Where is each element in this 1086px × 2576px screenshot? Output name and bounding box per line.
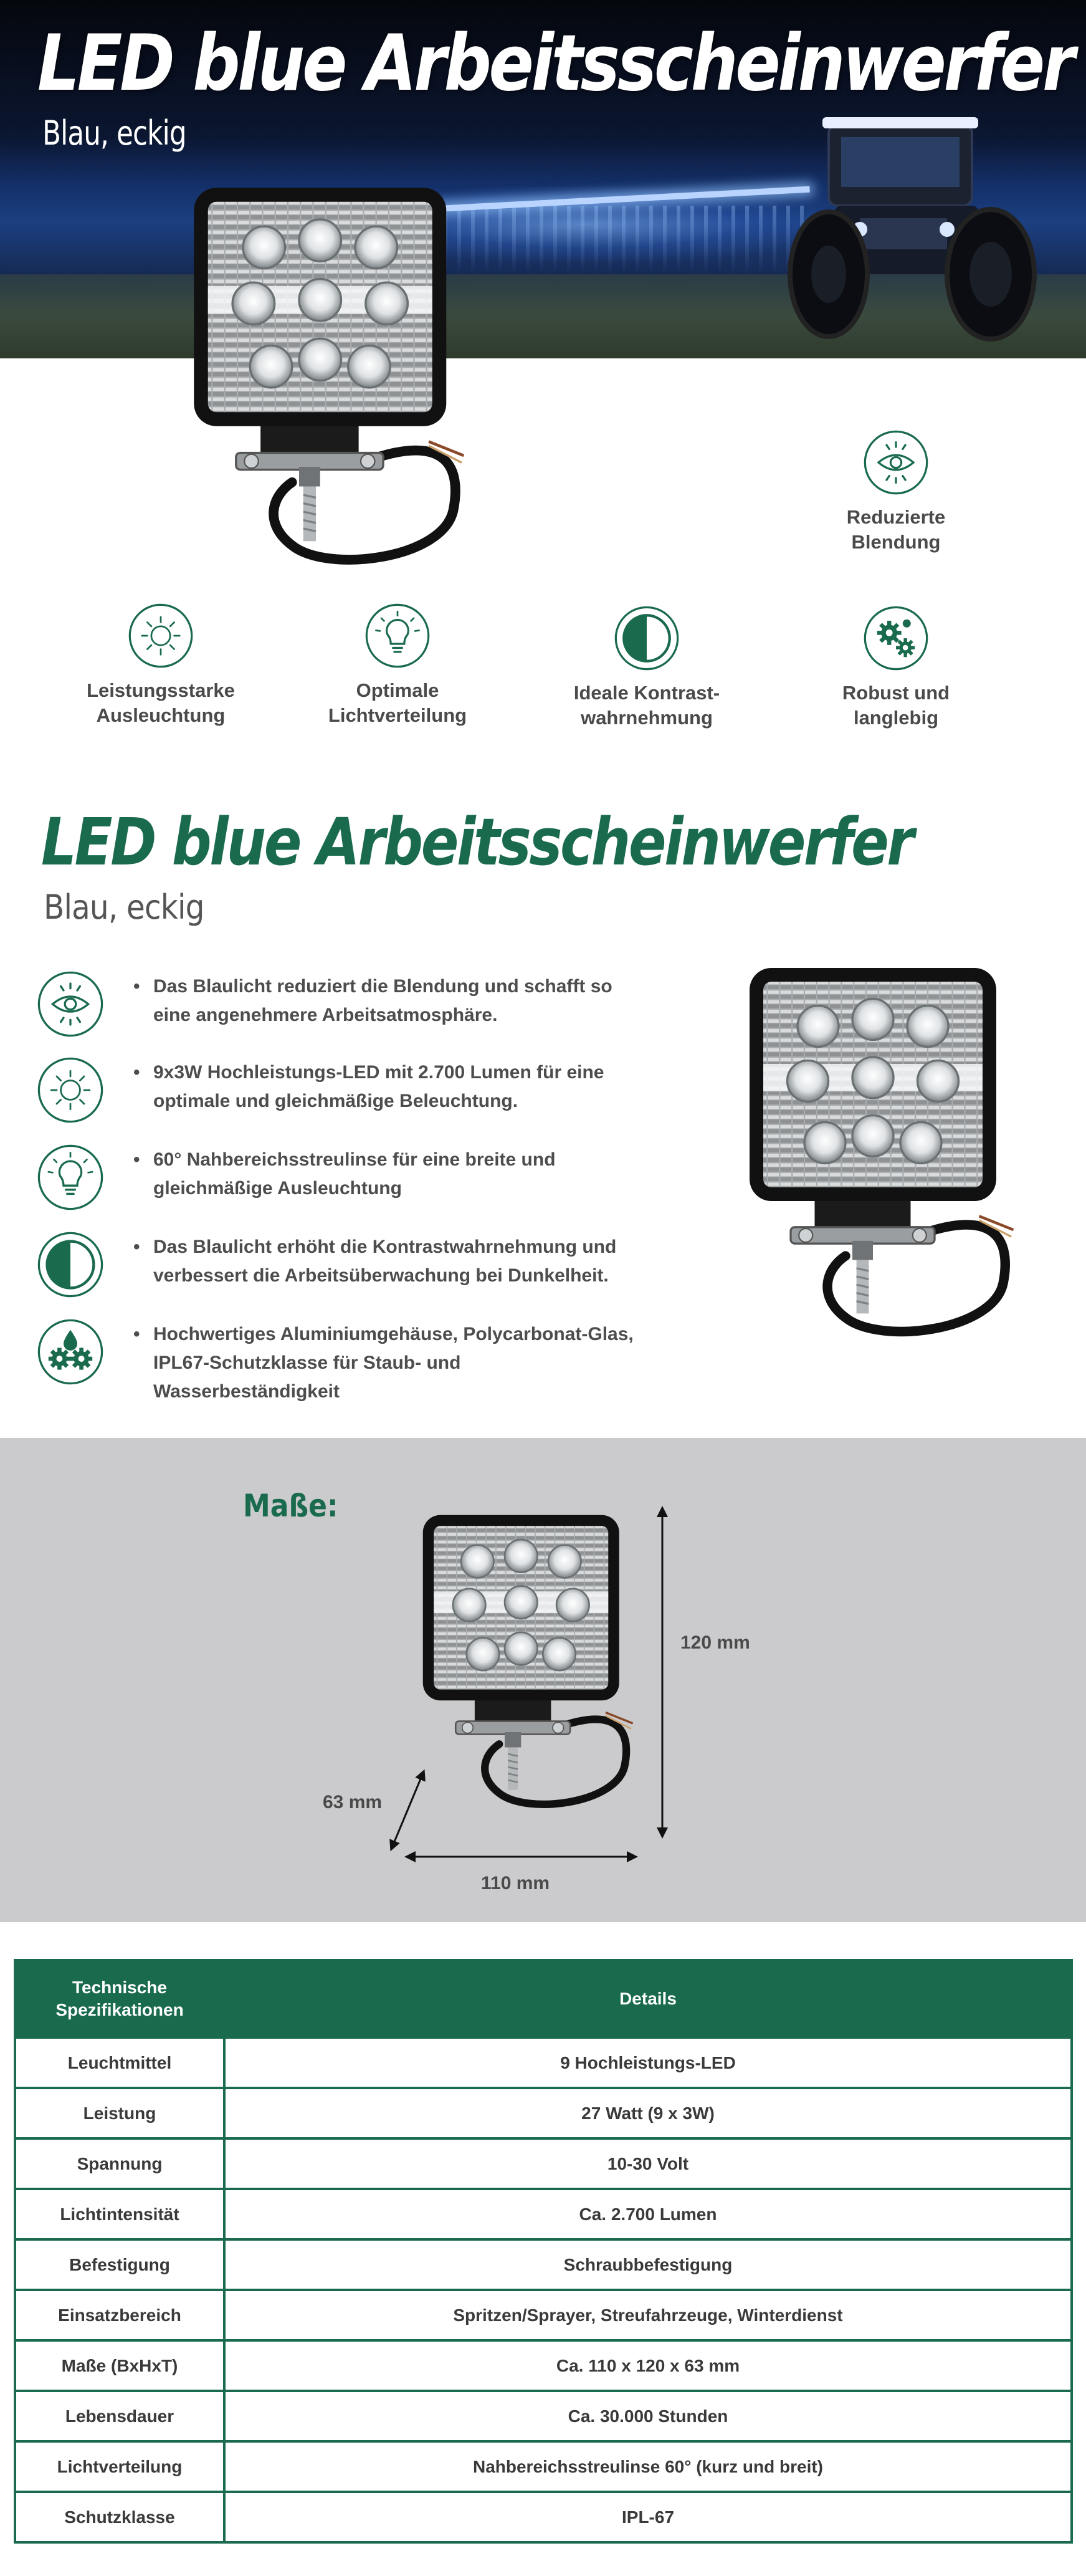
hero-title: LED blue Arbeitsscheinwerfer	[37, 19, 1073, 108]
feature-contrast	[553, 605, 740, 730]
section-subtitle: Blau, eckig	[44, 888, 204, 927]
feature-illumination	[67, 602, 254, 728]
spec-value: 10-30 Volt	[224, 2138, 1072, 2189]
sun-icon	[36, 1056, 105, 1124]
bullet-item	[36, 1230, 690, 1299]
gears-icon	[862, 605, 930, 672]
table-row	[15, 2138, 1072, 2189]
eye-icon	[862, 429, 930, 496]
spec-value: 9 Hochleistungs-LED	[224, 2037, 1072, 2088]
header-col-details: Details	[224, 1960, 1072, 2037]
height-label: 120 mm	[680, 1632, 750, 1653]
spec-label: Lichtverteilung	[15, 2441, 224, 2492]
table-header-row	[15, 1960, 1072, 2037]
table-row	[15, 2290, 1072, 2340]
bullet-line: optimale und gleichmäßige Beleuchtung.	[153, 1091, 518, 1111]
lightbulb-icon	[36, 1143, 105, 1212]
feature-label-line1: Reduzierte	[846, 506, 946, 528]
bullet-item	[36, 970, 690, 1038]
feature-label-line1: Optimale	[356, 679, 439, 701]
table-row	[15, 2037, 1072, 2088]
spec-label: Einsatzbereich	[15, 2290, 224, 2340]
spec-label: Leistung	[15, 2088, 224, 2138]
bullet-item	[36, 1056, 690, 1124]
header-col-specs	[15, 1960, 224, 2037]
bullet-line: gleichmäßige Ausleuchtung	[153, 1178, 402, 1199]
feature-light-distribution	[304, 602, 491, 728]
dimensions-title: Maße:	[243, 1488, 338, 1524]
bullet-item	[36, 1318, 690, 1411]
feature-label-line2: Blendung	[851, 531, 941, 553]
feature-label-line1: Leistungsstarke	[87, 679, 235, 701]
table-row	[15, 2239, 1072, 2290]
gears-drop-icon	[36, 1318, 105, 1386]
bullet-line: Wasserbeständigkeit	[153, 1381, 340, 1402]
feature-label-line2: Lichtverteilung	[328, 704, 467, 726]
spec-label: Lebensdauer	[15, 2391, 224, 2441]
spec-label: Spannung	[15, 2138, 224, 2189]
table-row	[15, 2391, 1072, 2441]
feature-label-line2: wahrnehmung	[581, 707, 713, 729]
feature-robust	[803, 605, 989, 730]
tractor-illustration	[785, 100, 1047, 343]
spec-label: Befestigung	[15, 2239, 224, 2290]
contrast-icon	[36, 1230, 105, 1299]
depth-label: 63 mm	[323, 1792, 383, 1812]
bullet-line: • Das Blaulicht erhöht die Kontrastwahrnehmung und	[153, 1237, 617, 1257]
hero-product-image	[187, 181, 467, 573]
spec-value: Ca. 30.000 Stunden	[224, 2391, 1072, 2441]
feature-label-line2: Ausleuchtung	[96, 704, 226, 726]
table-row	[15, 2189, 1072, 2239]
bullet-line: • Hochwertiges Aluminiumgehäuse, Polycarbonat-Glas,	[153, 1324, 634, 1344]
spec-value: Ca. 2.700 Lumen	[224, 2189, 1072, 2239]
spec-value: Nahbereichsstreulinse 60° (kurz und breit)	[224, 2441, 1072, 2492]
feature-label-line1: Ideale Kontrast-	[573, 682, 720, 704]
spec-label: Schutzklasse	[15, 2492, 224, 2542]
bullet-line: IPL67-Schutzklasse für Staub- und	[153, 1353, 461, 1373]
spec-value: Schraubbefestigung	[224, 2239, 1072, 2290]
hero-subtitle: Blau, eckig	[42, 113, 186, 153]
header-col-specs-line2: Spezifikationen	[55, 2000, 184, 2019]
bullet-line: • 9x3W Hochleistungs-LED mit 2.700 Lumen für eine	[153, 1062, 604, 1083]
table-row	[15, 2441, 1072, 2492]
sun-icon	[127, 602, 194, 669]
spec-label: Leuchtmittel	[15, 2037, 224, 2088]
bullet-line: eine angenehmere Arbeitsatmosphäre.	[153, 1005, 498, 1025]
dimensions-section	[0, 1438, 1086, 1922]
eye-icon	[36, 970, 105, 1038]
lightbulb-icon	[364, 602, 431, 669]
bullet-line: • 60° Nahbereichsstreulinse für eine breite und	[153, 1149, 556, 1170]
dimension-arrows	[0, 1438, 1086, 1922]
spec-value: IPL-67	[224, 2492, 1072, 2542]
bullet-line: verbessert die Arbeitsüberwachung bei Dunkelheit.	[153, 1265, 609, 1286]
table-row	[15, 2088, 1072, 2138]
product-image	[743, 960, 1017, 1346]
spec-label: Lichtintensität	[15, 2189, 224, 2239]
spec-value: Spritzen/Sprayer, Streufahrzeuge, Winterdienst	[224, 2290, 1072, 2340]
table-row	[15, 2492, 1072, 2542]
feature-reduced-glare	[803, 429, 989, 555]
spec-value: Ca. 110 x 120 x 63 mm	[224, 2340, 1072, 2391]
spec-label: Maße (BxHxT)	[15, 2340, 224, 2391]
header-col-specs-line1: Technische	[72, 1978, 167, 1997]
specifications-table	[14, 1959, 1073, 2544]
table-row	[15, 2340, 1072, 2391]
width-label: 110 mm	[481, 1873, 550, 1894]
bullet-line: • Das Blaulicht reduziert die Blendung und schafft so	[153, 976, 612, 997]
contrast-icon	[613, 605, 680, 672]
feature-label-line1: Robust und	[842, 682, 950, 704]
spec-value: 27 Watt (9 x 3W)	[224, 2088, 1072, 2138]
feature-label-line2: langlebig	[853, 707, 939, 729]
hero-banner	[0, 0, 1086, 358]
bullet-item	[36, 1143, 690, 1212]
section-title: LED blue Arbeitsscheinwerfer	[41, 804, 912, 880]
